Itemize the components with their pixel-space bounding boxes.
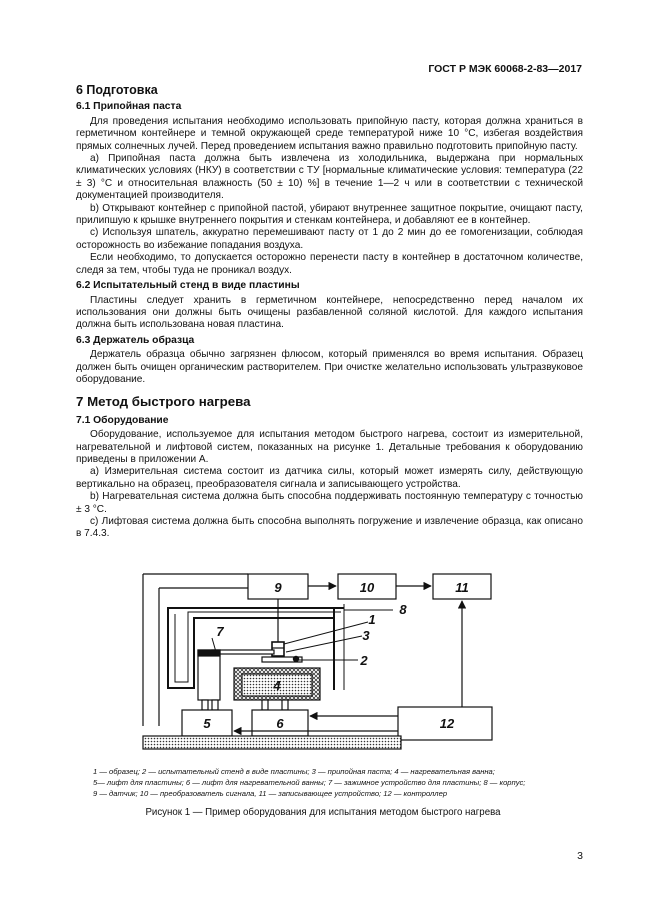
label-7: 7 (216, 624, 224, 639)
paragraph: а) Измерительная система состоит из датчика силы, который может измерять силу, действующую вертикально на образец, преобразователя сигнала и записывающего устройства. (76, 466, 583, 490)
paragraph: Держатель образца обычно загрязнен флюсом, который применялся во время испытания. Образец должен быть очищен органическим растворителем. При очистке желательно использовать ультразвуковое оборудование. (76, 349, 583, 385)
legend-line: 9 — датчик; 10 — преобразователь сигнала, 11 — записывающее устройство; 12 — контроллер (93, 789, 448, 798)
label-12: 12 (439, 716, 455, 731)
label-1: 1 (368, 612, 376, 627)
paragraph: b) Открывают контейнер с припойной пастой, убирают внутреннее защитное покрытие, очищают пасту, прилипшую к крышке внутреннего покрытия и стенкам контейнера, и добавляют ее в контейнер. (76, 202, 583, 227)
paragraph: Для проведения испытания необходимо использовать припойную пасту, которая должна храниться в герметичном контейнере и темной окружающей среде температурой ниже 10 °С, избегая воздействия прямых солнечных лучей. Перед проведением испытания важно правильно подготовить припойную пасту. (76, 115, 583, 152)
label-6: 6 (276, 716, 284, 731)
clamp-7 (198, 650, 220, 700)
label-3: 3 (362, 628, 370, 643)
paragraph: с) Используя шпатель, аккуратно перемешивают пасту от 1 до 2 мин до ее гомогенизации, соблюдая осторожность во избежание попадания воздуха. (76, 227, 583, 251)
paragraph: Если необходимо, то допускается осторожно перенести пасту в контейнер в достаточном количестве, следя за тем, чтобы туда не проникал воздух. (76, 252, 583, 276)
section-6-title: 6 Подготовка (76, 83, 158, 97)
paragraph: с) Лифтовая система должна быть способна выполнять погружение и извлечение образца, как описано в 7.4.3. (76, 516, 583, 540)
solder-paste-3 (293, 656, 298, 661)
label-4: 4 (273, 678, 281, 693)
base (143, 736, 401, 749)
label-8: 8 (399, 602, 407, 617)
paragraph: Оборудование, используемое для испытания методом быстрого нагрева, состоит из измерительной, нагревательной и лифтовой систем, показанных на рисунке 1. Детальные требования к оборудованию приведены в приложении А. (76, 429, 583, 465)
label-10: 10 (359, 580, 375, 595)
section-6-3-title: 6.3 Держатель образца (76, 334, 195, 346)
label-2: 2 (360, 653, 368, 668)
figure-legend (93, 766, 577, 799)
section-7-title: 7 Метод быстрого нагрева (76, 394, 251, 410)
section-7-1-title: 7.1 Оборудование (76, 414, 169, 426)
body-text (76, 84, 583, 541)
label-9: 9 (274, 580, 282, 595)
label-11: 11 (455, 580, 469, 595)
section-6-1-title: 6.1 Припойная паста (76, 101, 182, 113)
document-header: ГОСТ Р МЭК 60068-2-83—2017 (428, 63, 582, 75)
paragraph: а) Припойная паста должна быть извлечена из холодильника, выдержана при нормальных климатических условиях (НКУ) в соответствии с ТУ [нормальные климатические условия: температура (22 ± 3) °С и относительная влажность (50 ± 10) %] в течение 1—2 ч или в соответствии с технической документацией производителя. (76, 153, 583, 202)
paragraph: Пластины следует хранить в герметичном контейнере, непосредственно перед началом их использования они должны быть очищены разбавленной соляной кислотой. Для каждого испытания должна быть использована новая пластина. (76, 294, 583, 331)
legend-line: 5— лифт для пластины; 6 — лифт для нагревательной ванны; 7 — зажимное устройство для пластины; 8 — корпус; (93, 778, 526, 787)
clamp-arm-7 (212, 650, 274, 654)
label-5: 5 (203, 716, 211, 731)
paragraph: b) Нагревательная система должна быть способна поддерживать постоянную температуру с точностью ± 3 °С. (76, 491, 583, 515)
legend-line: 1 — образец; 2 — испытательный стенд в виде пластины; 3 — припойная паста; 4 — нагревательная ванна; (93, 767, 495, 776)
figure-caption: Рисунок 1 — Пример оборудования для испытания методом быстрого нагрева (145, 807, 501, 818)
section-6-2-title: 6.2 Испытательный стенд в виде пластины (76, 280, 300, 292)
page-number: 3 (577, 850, 583, 862)
figure-1-diagram (138, 566, 498, 756)
